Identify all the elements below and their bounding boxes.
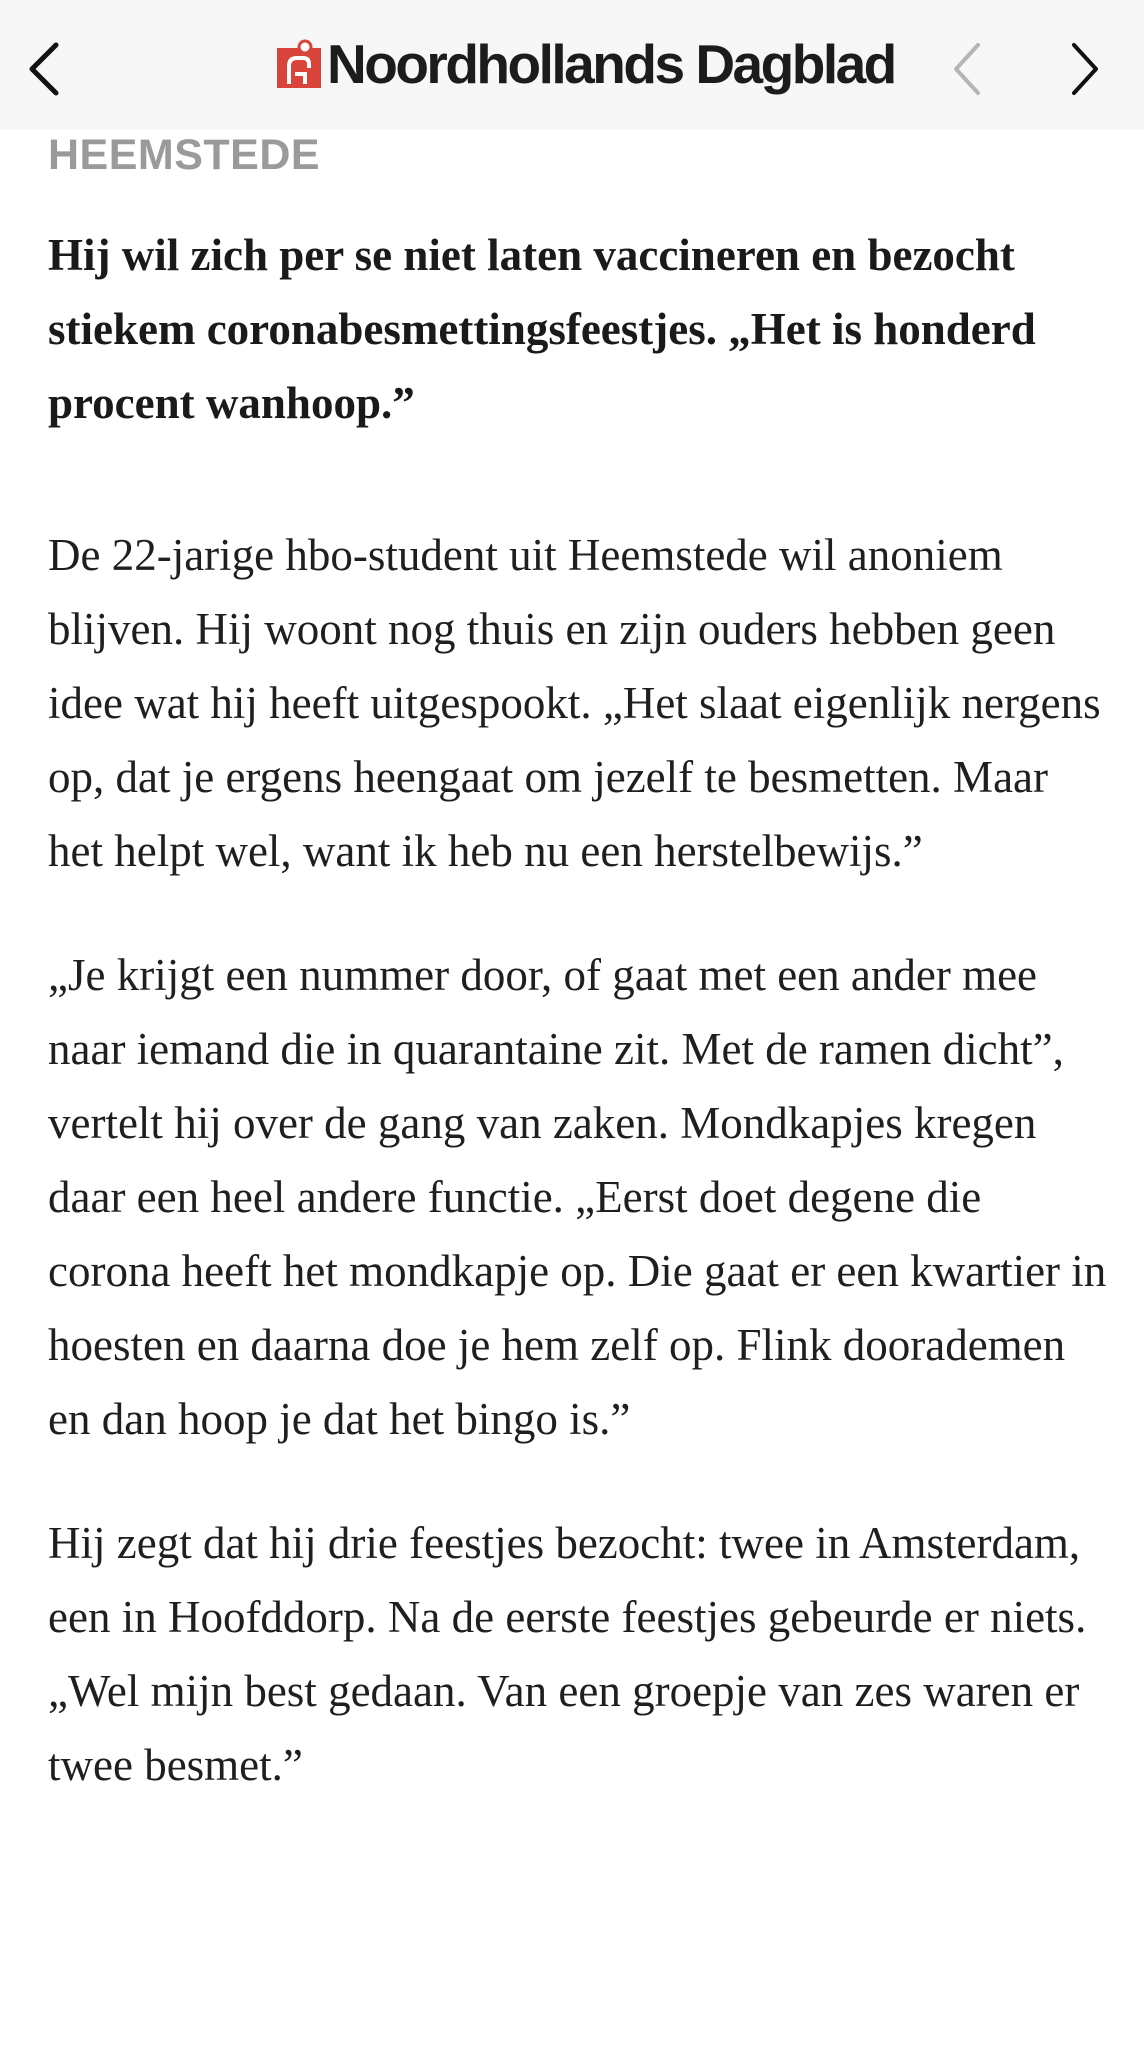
chevron-right-icon xyxy=(1064,39,1104,99)
previous-article-button[interactable] xyxy=(938,34,998,104)
brand-header xyxy=(275,26,895,102)
top-navigation-bar xyxy=(0,0,1144,130)
back-button[interactable] xyxy=(14,34,74,104)
article-body xyxy=(48,126,1108,1802)
section-label: HEEMSTEDE xyxy=(48,131,321,179)
noordhollands-dagblad-logo xyxy=(275,38,323,90)
article-intro: Hij wil zich per se niet laten vaccineren en bezocht stiekem coronabesmettingsfeestjes. „Het is honderd procent wanhoop.” xyxy=(48,230,1036,428)
chevron-left-icon xyxy=(948,39,988,99)
brand-name: Noordhollands Dagblad xyxy=(327,33,895,95)
article-paragraph: „Je krijgt een nummer door, of gaat met een ander mee naar iemand die in quarantaine zit. Met de ramen dicht”, vertelt hij over de gang van zaken. Mondkapjes kregen daar een heel andere functie. „Eerst doet degene die corona heeft het mondkapje op. Die gaat er een kwartier in hoesten en daarna doe je hem zelf op. Flink doorademen en dan hoop je dat het bingo is.” xyxy=(48,950,1107,1444)
article-paragraph: De 22-jarige hbo-student uit Heemstede wil anoniem blijven. Hij woont nog thuis en zijn ouders hebben geen idee wat hij heeft uitgespookt. „Het slaat eigenlijk nergens op, dat je ergens heengaat om jezelf te besmetten. Maar het helpt wel, want ik heb nu een herstelbewijs.” xyxy=(48,530,1101,876)
chevron-left-icon xyxy=(24,39,64,99)
next-article-button[interactable] xyxy=(1054,34,1114,104)
article-paragraph: Hij zegt dat hij drie feestjes bezocht: twee in Amsterdam, een in Hoofddorp. Na de eerste feestjes gebeurde er niets. „Wel mijn best gedaan. Van een groepje van zes waren er twee besmet.” xyxy=(48,1518,1087,1790)
